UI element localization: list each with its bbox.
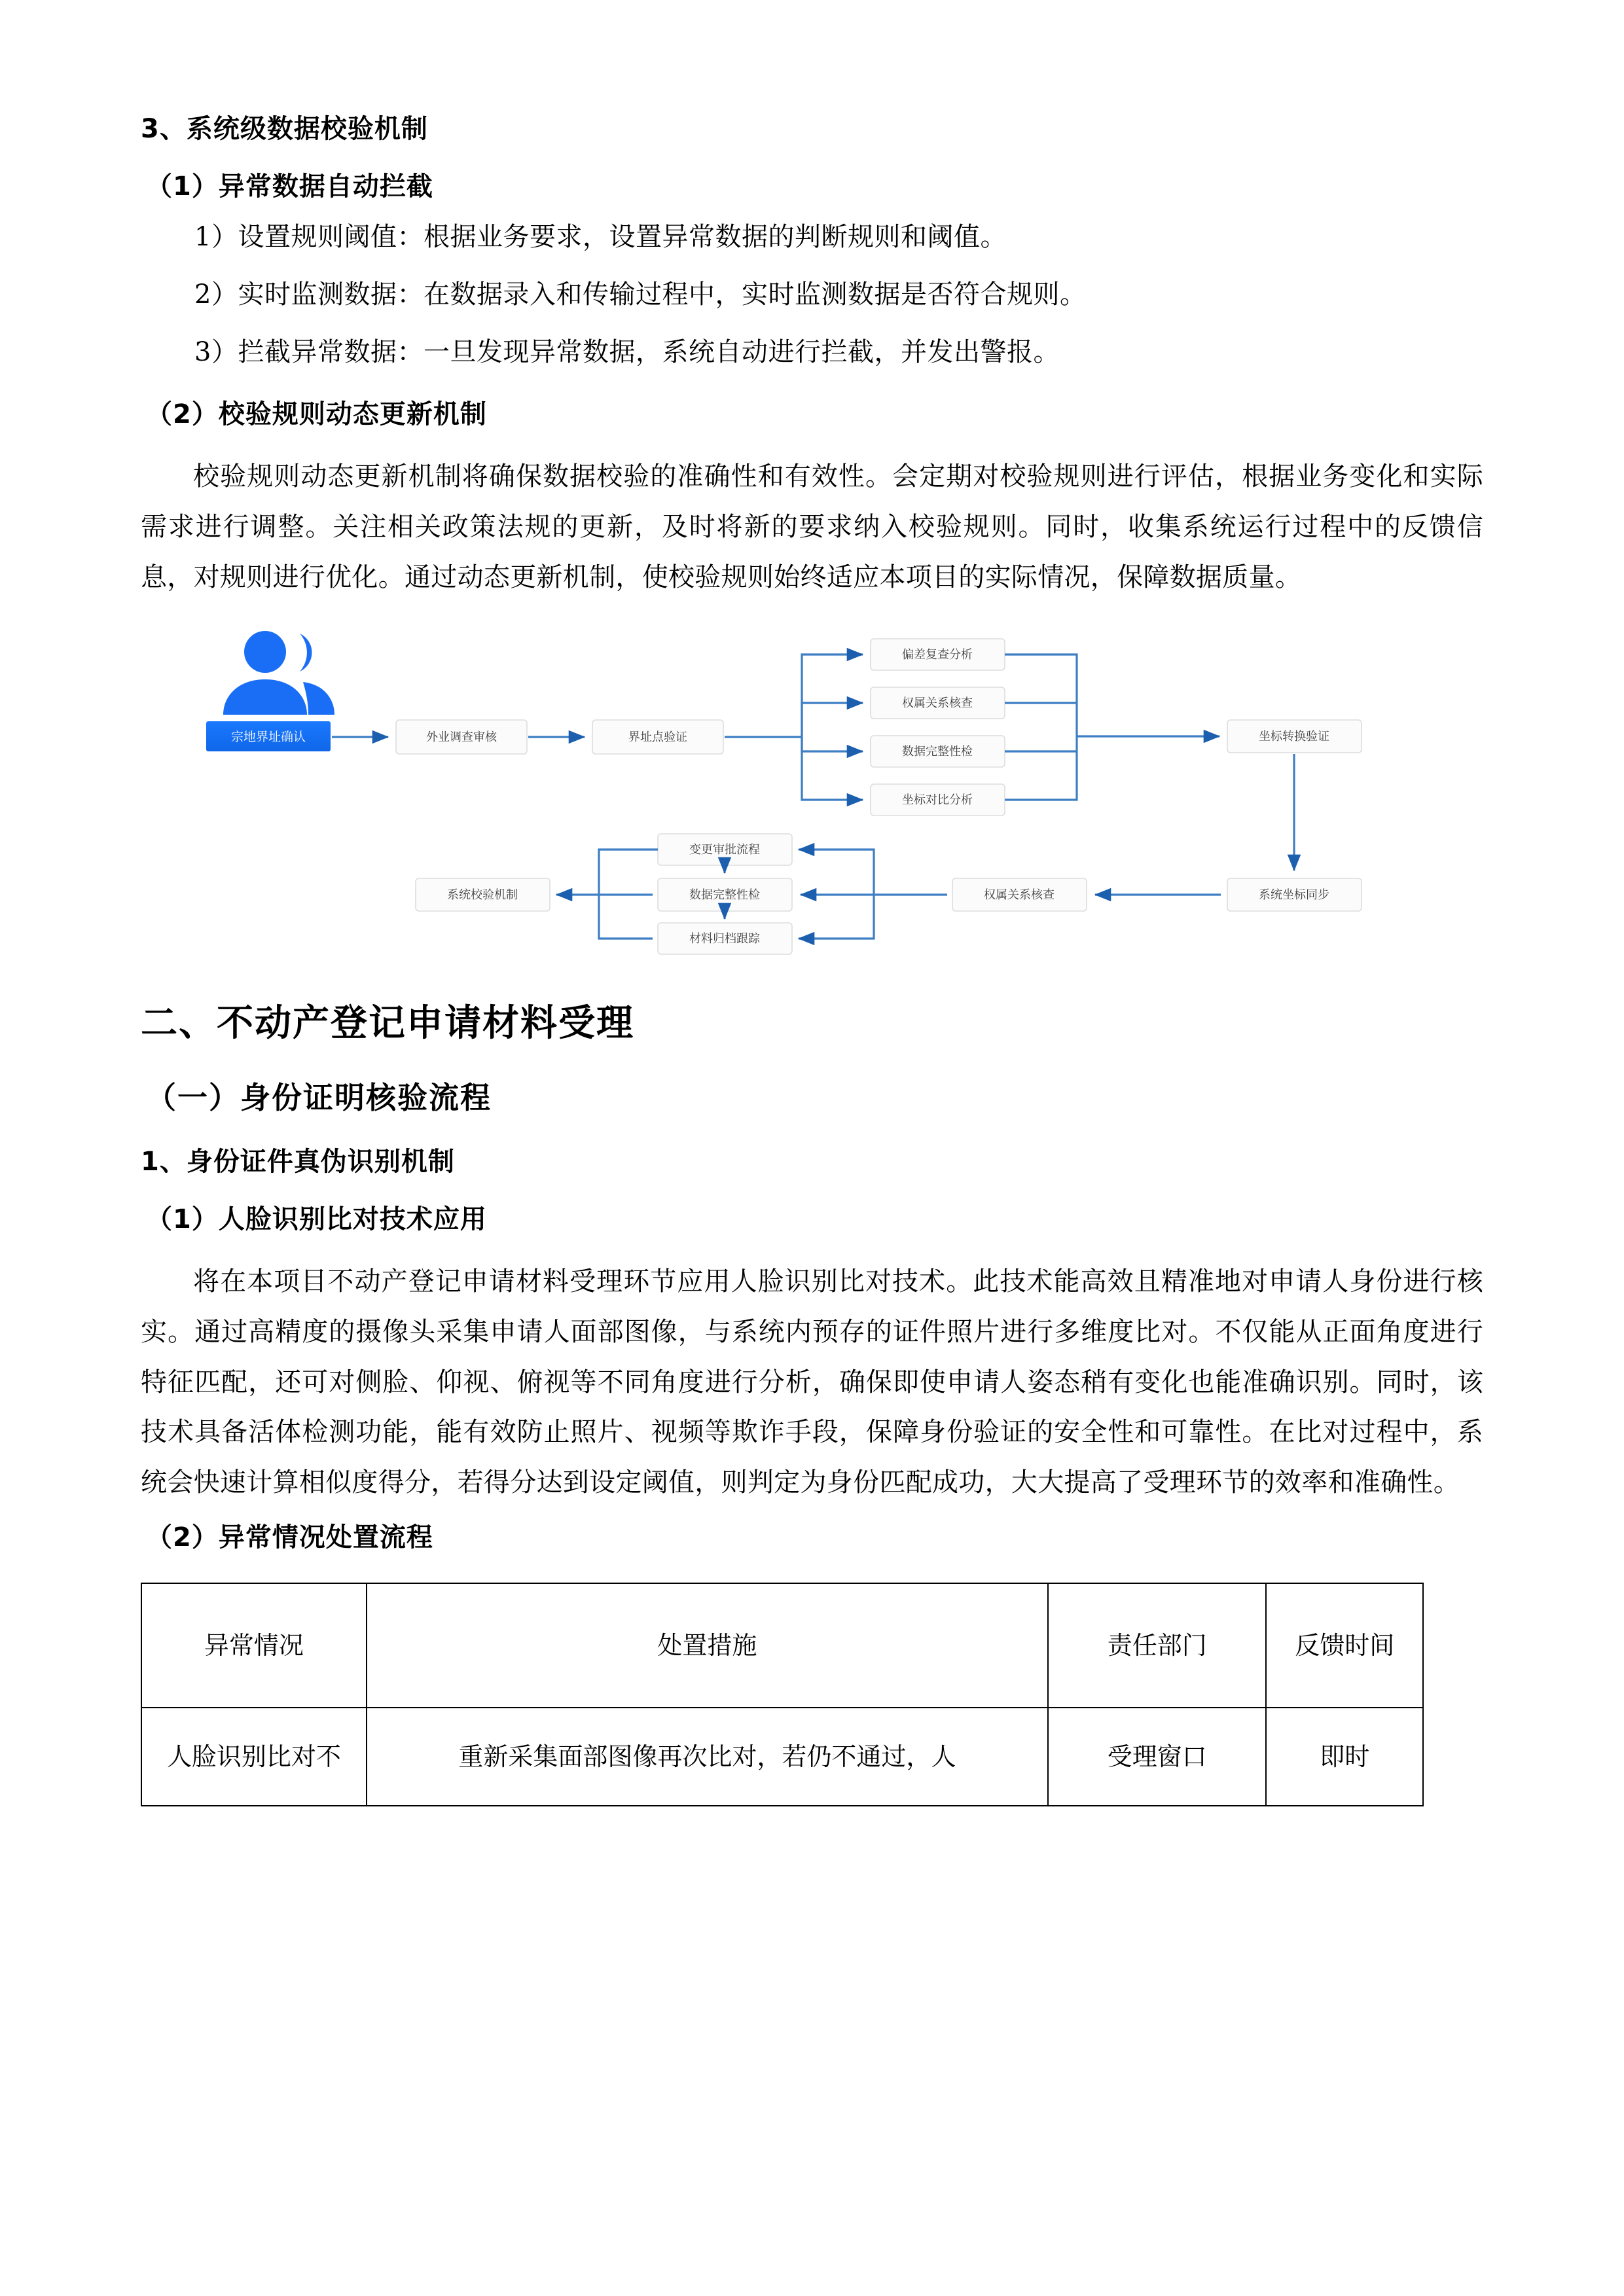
heading-system-validation: 3、系统级数据校验机制 [141,114,428,144]
table-cell-feedback-time: 即时 [1266,1708,1423,1806]
table-cell-situation: 人脸识别比对不 [141,1708,367,1806]
svg-text:坐标转换验证: 坐标转换验证 [1259,730,1329,744]
abnormal-handling-table [141,1583,1424,1806]
heading-identity-verification-flow: （一）身份证明核验流程 [146,1079,492,1115]
flowchart-data-validation [141,624,1483,965]
svg-text:系统坐标同步: 系统坐标同步 [1259,888,1329,903]
heading-auto-intercept: （1）异常数据自动拦截 [146,171,433,202]
svg-text:宗地界址确认: 宗地界址确认 [230,730,306,745]
svg-text:外业调查审核: 外业调查审核 [426,730,497,745]
table-header-cell: 处置措施 [367,1583,1048,1708]
paragraph-face-recognition: 将在本项目不动产登记申请材料受理环节应用人脸识别比对技术。此技术能高效且精准地对申请人身份进行核实。通过高精度的摄像头采集申请人面部图像，与系统内预存的证件照片进行多维度比对。不仅能从正面角度进行特征匹配，还可对侧脸、仰视、俯视等不同角度进行分析，确保即使申请人姿态稍有变化也能准确识别。同时，该技术具备活体检测功能，能有效防止照片、视频等欺诈手段，保障身份验证的安全性和可靠性。在比对过程中，系统会快速计算相似度得分，若得分达到设定阈值，则判定为身份匹配成功，大大提高了受理环节的效率和准确性。 [141,1266,1483,1498]
svg-text:系统校验机制: 系统校验机制 [447,888,518,903]
table-cell-department: 受理窗口 [1048,1708,1266,1806]
heading-id-authenticity: 1、身份证件真伪识别机制 [141,1147,455,1177]
heading-face-recognition: （1）人脸识别比对技术应用 [146,1204,487,1235]
svg-text:权属关系核查: 权属关系核查 [984,888,1055,903]
svg-text:权属关系核查: 权属关系核查 [902,696,973,711]
list-item: 1）设置规则阈值：根据业务要求，设置异常数据的判断规则和阈值。 [194,222,1007,252]
svg-text:材料归档跟踪: 材料归档跟踪 [689,932,760,946]
list-item: 3）拦截异常数据：一旦发现异常数据，系统自动进行拦截，并发出警报。 [194,337,1060,367]
list-item: 2）实时监测数据：在数据录入和传输过程中，实时监测数据是否符合规则。 [194,279,1087,310]
heading-abnormal-handling: （2）异常情况处置流程 [146,1522,433,1553]
svg-text:界址点验证: 界址点验证 [628,730,687,745]
table-header-row [141,1583,1423,1708]
svg-text:数据完整性检: 数据完整性检 [689,888,760,903]
svg-text:偏差复查分析: 偏差复查分析 [902,648,973,662]
table-header-cell: 反馈时间 [1266,1583,1423,1708]
svg-text:数据完整性检: 数据完整性检 [902,745,973,759]
svg-text:坐标对比分析: 坐标对比分析 [902,793,973,808]
heading-rule-dynamic-update: （2）校验规则动态更新机制 [146,399,487,429]
svg-text:变更审批流程: 变更审批流程 [689,843,760,857]
table-header-cell: 异常情况 [141,1583,367,1708]
table-row [141,1708,1423,1806]
paragraph-rule-dynamic-update: 校验规则动态更新机制将确保数据校验的准确性和有效性。会定期对校验规则进行评估，根据业务变化和实际需求进行调整。关注相关政策法规的更新，及时将新的要求纳入校验规则。同时，收集系统运行过程中的反馈信息，对规则进行优化。通过动态更新机制，使校验规则始终适应本项目的实际情况，保障数据质量。 [141,461,1483,592]
heading-section-two: 二、不动产登记申请材料受理 [141,1002,634,1045]
table-header-cell: 责任部门 [1048,1583,1266,1708]
table-cell-measure: 重新采集面部图像再次比对，若仍不通过，人 [367,1708,1048,1806]
people-icon [223,631,334,715]
